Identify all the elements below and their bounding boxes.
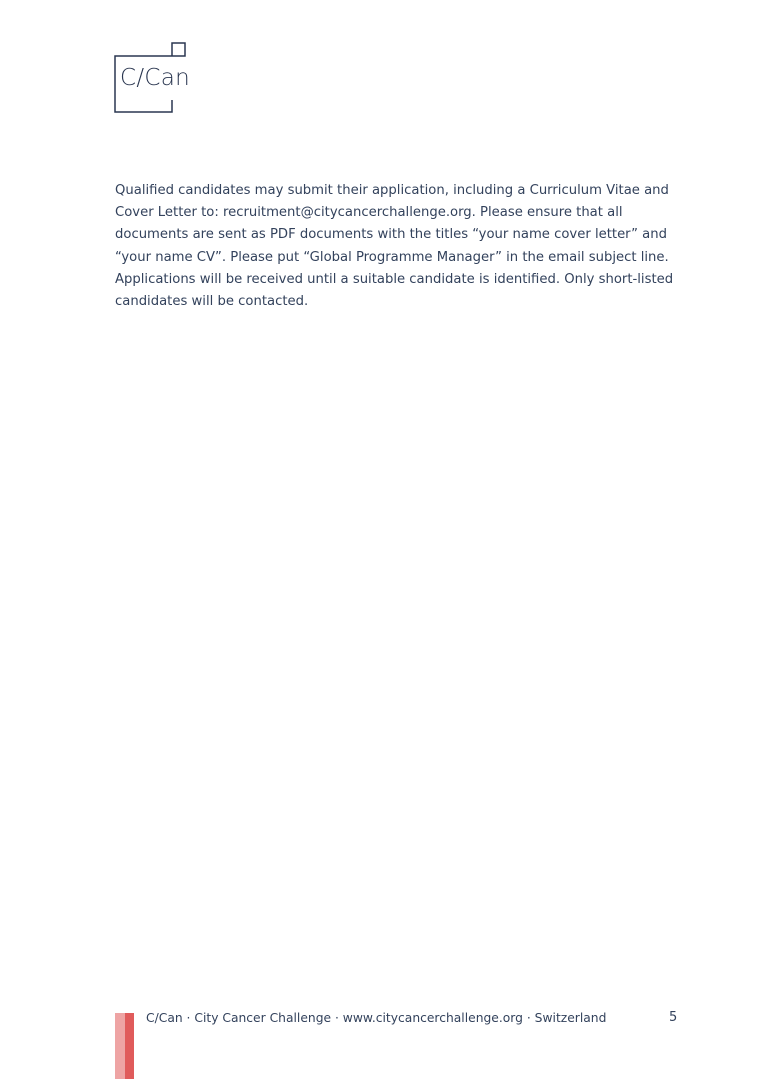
footer-accent-bar-dark <box>125 1013 134 1079</box>
page-number: 5 <box>669 1010 678 1025</box>
application-instructions: Qualified candidates may submit their application, including a Curriculum Vitae and Cover Letter to: recruitment@citycancerchallenge.org. Please ensure that all documents are sent as PDF documents with the titles “your name cover letter” and “your name CV”. Please put “Global Programme Manager” in the email subject line. Applications will be received until a suitable candidate is identified. Only short-listed candidates will be contacted. <box>115 183 674 310</box>
logo-text: C/Can <box>120 65 191 91</box>
footer-accent-bar-light <box>115 1013 125 1079</box>
footer-text: C/Can · City Cancer Challenge · www.citycancerchallenge.org · Switzerland <box>146 1011 607 1025</box>
footer-accent-bar <box>115 1013 134 1079</box>
brand-logo <box>114 42 204 116</box>
